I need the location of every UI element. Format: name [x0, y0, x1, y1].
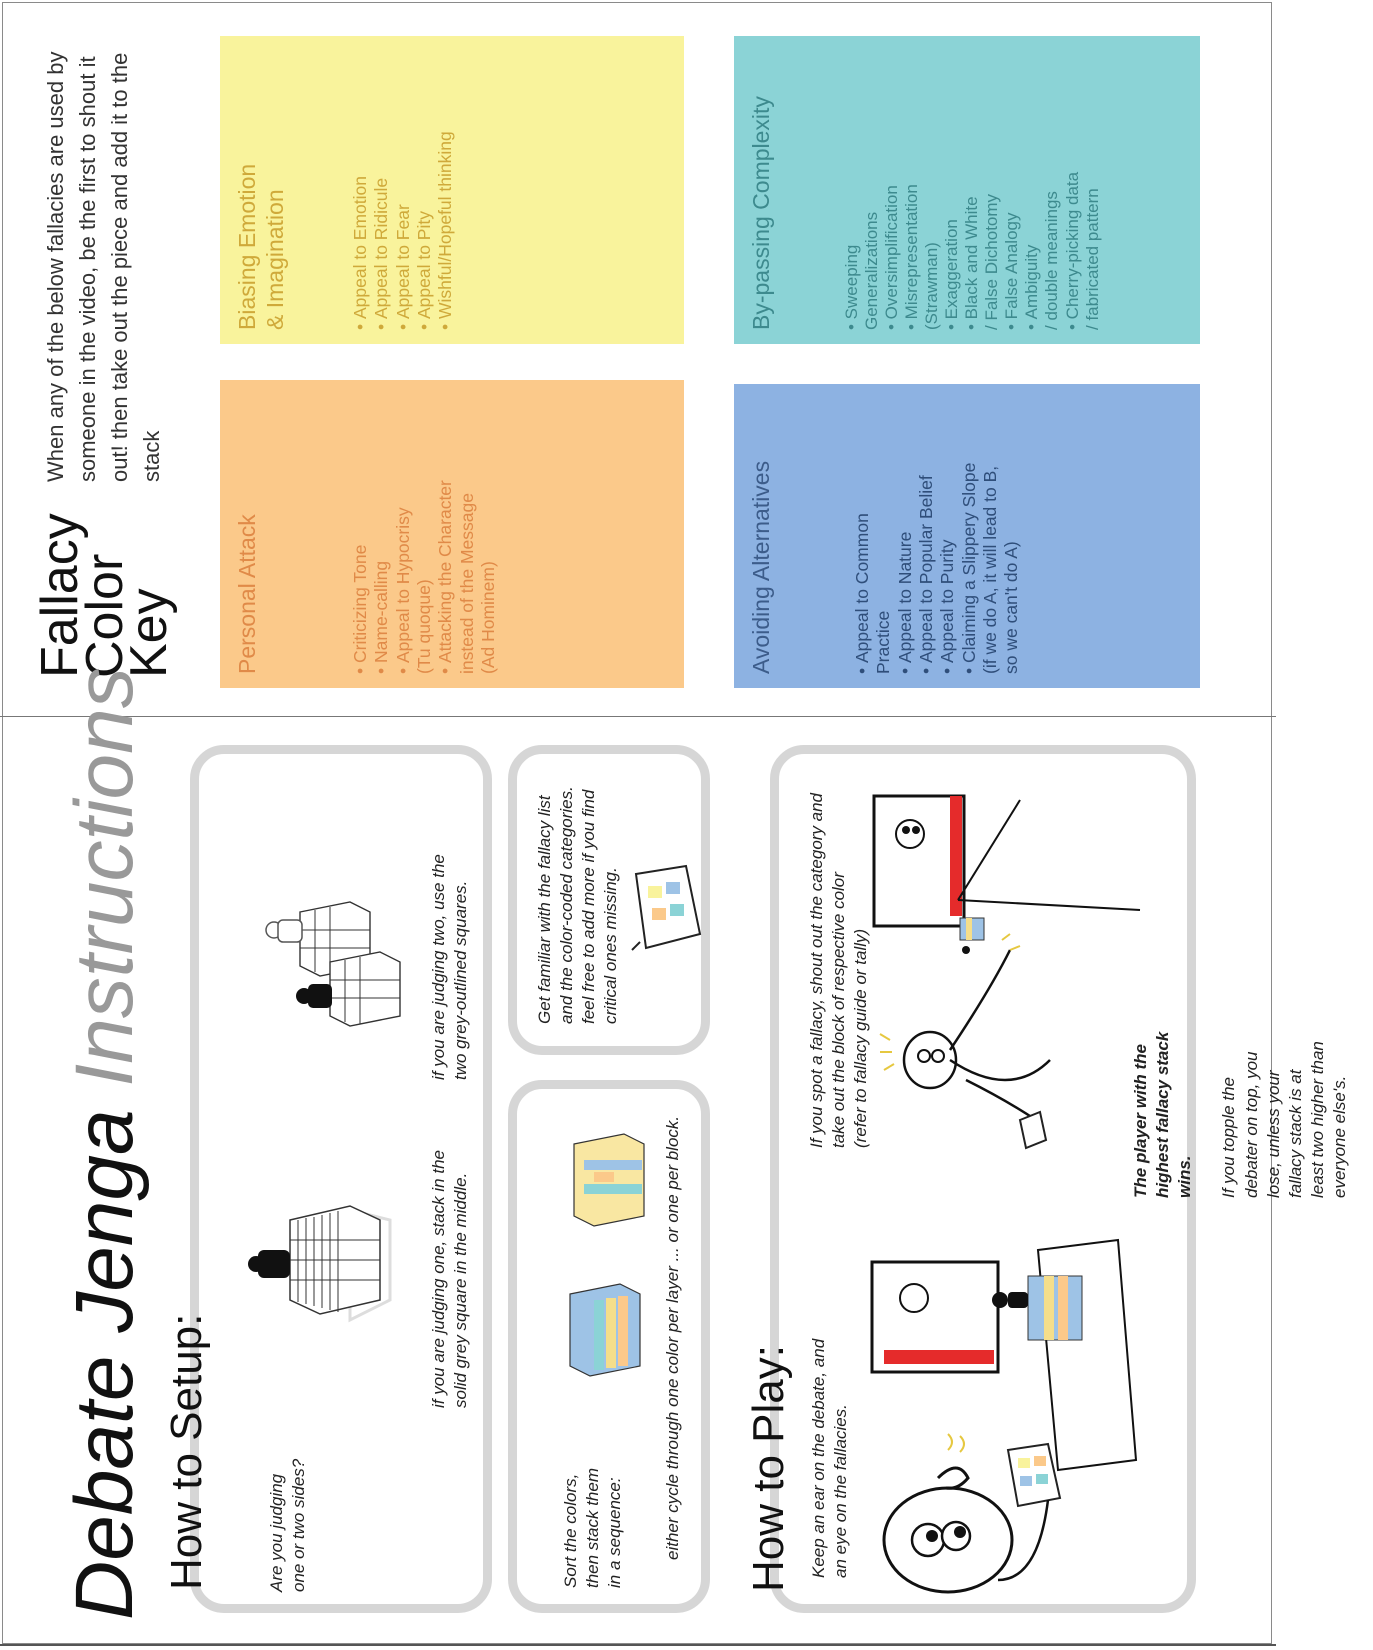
fallacy-item: • Ambiguity / double meanings — [1022, 172, 1062, 330]
fallacy-item: • Sweeping Generalizations — [842, 172, 882, 330]
setup-title: How to Setup: — [162, 1313, 211, 1590]
color-stack-block — [564, 1130, 654, 1230]
fallacy-item: • Exaggeration — [942, 172, 962, 330]
ear-instruction: Keep an ear on the debate, and an eye on the fallacies. — [809, 1338, 851, 1578]
fallacy-item: • Appeal to Hypocrisy (Tu quoque) — [393, 480, 436, 674]
key-intro: When any of the below fallacies are used by someone in the video, be the first to shout it out! then take out the piece and add it to the stack — [43, 51, 164, 482]
win-instruction: The player with the highest fallacy stack wins. If you topple the debater on top, you lose, unless your fallacy stack is at least two higher than everyone else's. — [1131, 1031, 1349, 1198]
fallacy-item: • Cherry-picking data / fabricated pattern — [1063, 172, 1103, 330]
shouting-player-illustration — [870, 790, 1170, 1180]
fallacy-item: • Name-calling — [371, 480, 392, 674]
fallacy-item: • Appeal to Ridicule — [371, 131, 392, 330]
card-title: Avoiding Alternatives — [748, 460, 774, 674]
color-stack-layer — [560, 1280, 650, 1380]
sort-instruction: Sort the colors, then stack them in a sequence: — [561, 1467, 625, 1588]
fallacy-item: • Appeal to Purity — [937, 463, 958, 674]
familiar-instruction: Get familiar with the fallacy list and the color-coded categories. feel free to add more if you find critical ones missing. — [535, 786, 621, 1024]
setup-two-sides: if you are judging two, use the two grey-outlined squares. — [429, 854, 471, 1080]
card-list — [350, 480, 499, 674]
card-title: By-passing Complexity — [748, 96, 774, 330]
card-list — [350, 131, 457, 330]
card-avoiding-alternatives — [734, 384, 1200, 688]
fallacy-item: • Appeal to Common Practice — [852, 463, 895, 674]
cycle-instruction: either cycle through one color per layer ... or one per block. — [663, 1115, 682, 1560]
card-bypassing-complexity — [734, 36, 1200, 344]
instructions-title: Debate Jenga Instructions — [59, 667, 150, 1620]
spot-instruction: If you spot a fallacy, shout out the category and take out the block of respective color (refer to fallacy guide or tally) — [807, 792, 871, 1148]
card-title: Biasing Emotion & Imagination — [234, 163, 288, 330]
card-list — [842, 172, 1103, 330]
fallacy-item: • Appeal to Fear — [393, 131, 414, 330]
fallacy-card-illustration — [626, 864, 706, 954]
card-list — [852, 463, 1023, 674]
card-personal-attack — [220, 380, 684, 688]
fallacy-item: • Wishful/Hopeful thinking — [435, 131, 456, 330]
fallacy-item: • Oversimplification — [882, 172, 902, 330]
setup-one-side: if you are judging one, stack in the solid grey square in the middle. — [429, 1150, 471, 1408]
fallacy-item: • Appeal to Pity — [414, 131, 435, 330]
fallacy-item: • Appeal to Emotion — [350, 131, 371, 330]
setup-question: Are you judging one or two sides? — [267, 1458, 309, 1592]
fold-divider — [0, 716, 1276, 717]
key-title: Fallacy Color Key — [31, 513, 179, 678]
bottom-rule — [0, 1644, 1276, 1646]
fallacy-item: • False Analogy — [1002, 172, 1022, 330]
one-stack-illustration — [250, 1190, 410, 1340]
two-stack-illustration — [270, 892, 420, 1032]
fallacy-item: • Black and White / False Dichotomy — [962, 172, 1002, 330]
fallacy-item: • Appeal to Popular Belief — [916, 463, 937, 674]
fallacy-item: • Misrepresentation (Strawman) — [902, 172, 942, 330]
fallacy-item: • Attacking the Character instead of the Message (Ad Hominem) — [435, 480, 499, 674]
fallacy-item: • Claiming a Slippery Slope (if we do A, it will lead to B, so we can't do A) — [959, 463, 1023, 674]
card-biasing-emotion — [220, 36, 684, 344]
fallacy-item: • Criticizing Tone — [350, 480, 371, 674]
play-title: How to Play: — [744, 1345, 793, 1592]
card-title: Personal Attack — [234, 514, 260, 674]
fallacy-item: • Appeal to Nature — [895, 463, 916, 674]
viewer-illustration — [868, 1240, 1138, 1600]
